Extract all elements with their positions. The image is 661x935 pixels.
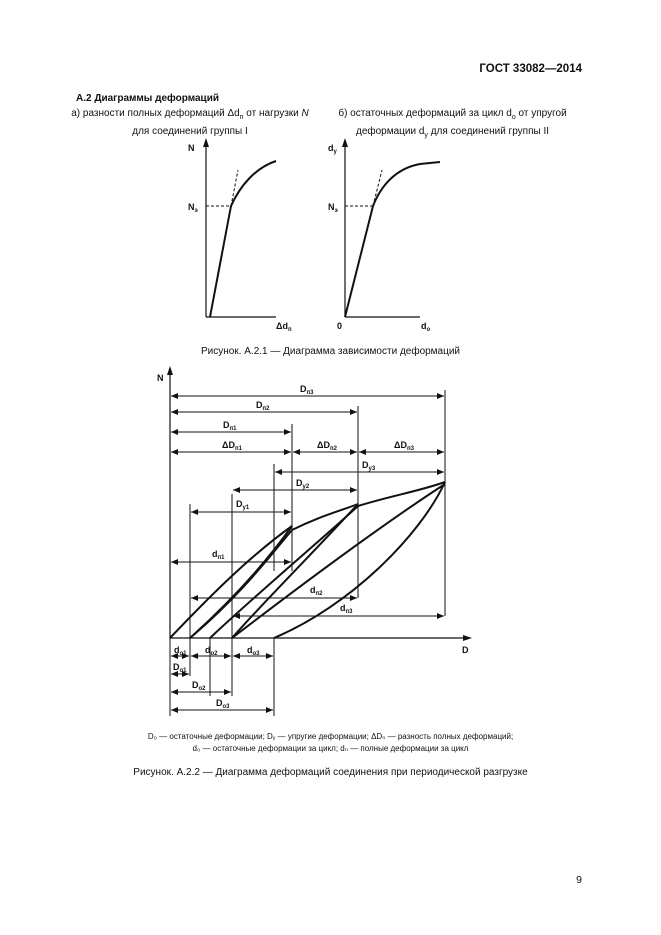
legend-line-2: d₀ — остаточные деформации за цикл; dₙ — полные деформации за цикл [192,744,469,753]
subfig-a-y-label: N [188,143,195,153]
subfig-b-y-arrow [342,138,348,147]
figure-1-caption: Рисунок. А.2.1 — Диаграмма зависимости деформаций [200,346,461,357]
loop3-load [358,482,445,506]
main-y-label: N [157,373,164,383]
subfig-a-diagram [180,138,300,338]
label-Dp2: $D_{п2}$ [256,400,270,412]
label-Do1: $D_{о1}$ [173,662,187,674]
main-x-label: D [462,645,469,655]
label-Dp1: $D_{п1}$ [223,420,237,432]
subfig-a-x-label: $\Delta d_п$ [276,321,292,333]
label-dp2: $d_{п2}$ [310,585,323,597]
label-Do3: $D_{о3}$ [216,698,230,710]
main-x-arrow [463,635,472,641]
label-dp3: $d_{п3}$ [340,603,353,615]
subfig-b-tangent [373,170,382,206]
subfig-b-x-label: $d_о$ [421,321,431,333]
subfig-b-curve [345,162,440,317]
figure-2-caption: Рисунок. А.2.2 — Диаграмма деформаций соединения при периодической разгрузке [133,767,528,778]
legend-line-1: D₀ — остаточные деформации; Dᵧ — упругие деформации; ΔDₙ — разность полных деформаций; [147,732,514,741]
standard-header: ГОСТ 33082—2014 [479,63,582,75]
subfig-b-origin-label: 0 [337,321,343,331]
subfig-a-y-arrow [203,138,209,147]
deformation-diagram [150,366,480,718]
label-dDp2: $\Delta D_{п2}$ [317,440,337,452]
subfig-b-caption: б) остаточных деформаций за цикл $d_о$ от упругой деформации $d_у$ для соединений группы II [338,108,567,139]
loop2-load [292,504,358,530]
label-do2: $d_{о2}$ [205,645,218,657]
label-do1: $d_{о1}$ [174,645,187,657]
subfig-b-y-label: $d_у$ [328,143,337,155]
label-do3: $d_{о3}$ [247,645,260,657]
label-Dy1: $D_{у1}$ [236,499,250,511]
subfig-a-ne-label: $N_э$ [188,202,198,214]
label-dp1: $d_{п1}$ [212,549,225,561]
subfig-a-caption: а) разности полных деформаций $\Delta d_п$ от нагрузки N для соединений группы I [71,108,309,137]
loop1-unload [190,526,292,638]
section-title: А.2 Диаграммы деформаций [76,93,220,104]
legend [60,731,601,755]
subfig-a-curve [210,161,276,317]
label-dDp3: $\Delta D_{п3}$ [394,440,414,452]
subfig-b-diagram [320,138,460,338]
subfig-b-ne-label: $N_э$ [328,202,338,214]
label-Dp3: $D_{п3}$ [300,384,314,396]
label-Dy2: $D_{у2}$ [296,478,310,490]
label-Do2: $D_{о2}$ [192,680,206,692]
main-y-arrow [167,366,173,375]
label-Dy3: $D_{у3}$ [362,460,376,472]
label-dDp1: $\Delta D_{п1}$ [222,440,242,452]
page-number: 9 [576,874,582,886]
